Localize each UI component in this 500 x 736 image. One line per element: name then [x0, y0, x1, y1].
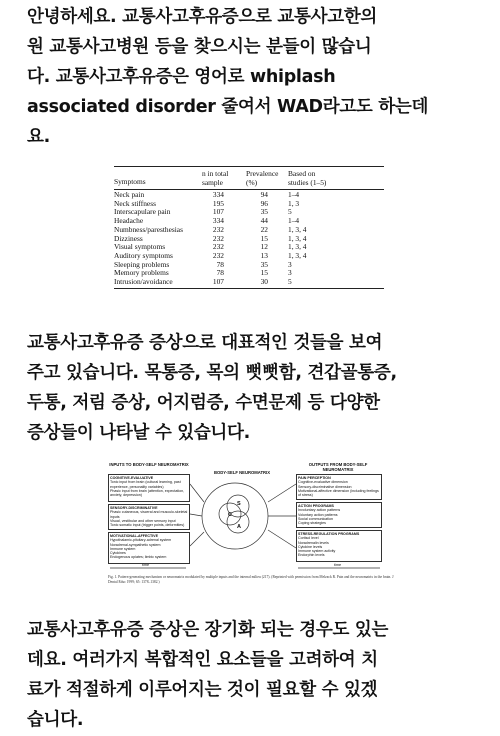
cell-prevalence: 35 [260, 207, 268, 217]
input-box-line: Phasic cutaneous, visceral and musculo-skeletal inputs [110, 510, 188, 519]
cell-symptom: Visual symptoms [114, 242, 166, 252]
text-line: 요. [27, 127, 50, 147]
cell-n-cell [202, 226, 246, 235]
output-box-line: Cortisol level [298, 536, 319, 541]
output-box-line: Coping strategies [298, 521, 326, 526]
text-line: 데요. 여러가지 복합적인 요소들을 고려하여 치 [27, 650, 378, 670]
output-box-line: Cytokine levels [298, 544, 323, 549]
cell-n: 232 [212, 250, 224, 260]
cell-n-cell [202, 252, 246, 261]
text-line: 주고 있습니다. 목통증, 목의 뻣뻣함, 견갑골통증, [27, 363, 397, 383]
header-studies [288, 169, 348, 187]
cell-n: 195 [212, 198, 224, 208]
circle-label-c: C [228, 512, 232, 518]
cell-symptom: Neck stiffness [114, 198, 156, 208]
cell-symptom: Intrusion/avoidance [114, 277, 173, 287]
table-top-rule [114, 166, 384, 167]
cell-n: 78 [216, 268, 224, 278]
cell-symptom: Headache [114, 216, 144, 226]
input-box-heading: SENSORY-DISCRIMINATIVE [110, 506, 158, 510]
cell-prevalence: 44 [260, 216, 268, 226]
cell-prevalence: 30 [260, 277, 268, 287]
cell-symptom: Neck pain [114, 190, 145, 199]
output-arrow [268, 484, 296, 502]
output-box-line: Voluntary action patterns [298, 512, 338, 517]
input-box-heading: COGNITIVE-EVALUATIVE [110, 476, 154, 480]
cell-prevalence-cell [246, 278, 288, 287]
cell-n-cell [202, 269, 246, 278]
input-box-line: Tonic input from brain (cultural learning, past experience, personality variables) [110, 480, 181, 489]
text-line: 두통, 저림 증상, 어지럼증, 수면문제 등 다양한 [27, 393, 380, 413]
cell-prevalence: 96 [260, 198, 268, 208]
header-studies-line1: Based on [288, 169, 316, 178]
cell-n: 334 [212, 190, 224, 199]
neuromatrix-circles [108, 462, 382, 574]
output-box-line: Immune system activity [298, 549, 336, 554]
input-arrow [190, 514, 202, 516]
cell-prevalence: 12 [260, 242, 268, 252]
table-row [114, 278, 384, 287]
header-n-line1: n in total [202, 169, 229, 178]
cell-n: 107 [212, 277, 224, 287]
symptoms-paragraph [27, 328, 477, 448]
input-box-line: Phasic input from brain (attention, expectation, anxiety, depression) [110, 488, 185, 498]
header-prev-line1: Prevalence [246, 169, 279, 178]
cell-studies: 3 [288, 259, 292, 269]
text-line: 다. 교통사고후유증은 영어로 whiplash [27, 67, 336, 87]
cell-n: 232 [212, 224, 224, 234]
output-box-heading: PAIN PERCEPTION [298, 476, 331, 480]
cell-n: 232 [212, 242, 224, 252]
text-line: associated disorder 줄여서 WAD라고도 하는데 [27, 97, 429, 117]
cell-symptom: Dizziness [114, 233, 143, 243]
cell-studies: 5 [288, 277, 292, 287]
table-row [114, 226, 384, 235]
time-label-right: time [334, 563, 342, 567]
cell-n-cell [202, 235, 246, 244]
cell-n-cell [202, 200, 246, 209]
cell-prevalence: 13 [260, 250, 268, 260]
input-arrow [190, 484, 204, 502]
cell-n: 107 [212, 207, 224, 217]
output-box-line: Involuntary action patterns [298, 508, 341, 513]
text-line: 원 교통사고병원 등을 찾으시는 분들이 많습니 [27, 37, 372, 57]
chronic-paragraph [27, 615, 477, 735]
header-prev-line2: (%) [246, 178, 258, 187]
cell-studies: 5 [288, 207, 292, 217]
circle-label-a: A [237, 524, 241, 530]
cell-symptom: Interscapulare pain [114, 207, 171, 217]
input-box-line: Noradrenal-sympathetic system [110, 542, 161, 547]
cell-n-cell [202, 208, 246, 217]
cell-studies: 1, 3, 4 [288, 224, 307, 234]
input-box-line: Cytokines [110, 551, 126, 556]
cell-n: 334 [212, 216, 224, 226]
neuromatrix-diagram [108, 462, 382, 574]
output-arrow [268, 530, 296, 548]
text-line: 안녕하세요. 교통사고후유증으로 교통사고한의 [27, 7, 378, 27]
table-header-rule [114, 189, 384, 190]
text-line: 교통사고후유증 증상으로 대표적인 것들을 보여 [27, 333, 383, 353]
text-line: 습니다. [27, 710, 84, 730]
output-box-line: Endorphin levels [298, 553, 325, 558]
cell-studies: 1–4 [288, 190, 300, 199]
cell-studies: 1, 3, 4 [288, 250, 307, 260]
cell-prevalence: 15 [260, 233, 268, 243]
input-box-line: Tonic somatic input (trigger points, deformities) [110, 523, 185, 528]
cell-n-cell [202, 191, 246, 200]
input-arrow [190, 532, 204, 546]
header-prevalence [246, 169, 288, 187]
table-header [114, 169, 384, 187]
cell-studies: 1, 3, 4 [288, 242, 307, 252]
header-symptoms: Symptoms [114, 177, 146, 186]
cell-studies: 3 [288, 268, 292, 278]
cell-studies: 1, 3 [288, 198, 300, 208]
text-line: 료가 적절하게 이루어지는 것이 필요할 수 있겠 [27, 680, 378, 700]
cell-symptom: Numbness/paresthesias [114, 224, 183, 234]
text-line: 교통사고후유증 증상은 장기화 되는 경우도 있는 [27, 620, 389, 640]
outputs-title: OUTPUTS FROM BODY-SELF NEUROMATRIX [308, 462, 368, 472]
figure-caption: Fig. 1. Pattern-generating mechanism or neuromatrix modulated by multiple inputs and the internal milieu (217). (Reprinted with permission from Melzack R. Pain and the neuromatrix in the brain. J Dental Educ 1999; 65: 1378–1382.) [108, 575, 394, 584]
input-box-heading: MOTIVATIONAL-AFFECTIVE [110, 534, 158, 538]
cell-n-cell [202, 217, 246, 226]
cell-n-cell [202, 261, 246, 270]
output-box-heading: ACTION PROGRAMS [298, 504, 334, 508]
cell-prevalence: 35 [260, 259, 268, 269]
cell-n-cell [202, 278, 246, 287]
output-box-line: Motivational-affective dimension (including feelings of stress) [298, 488, 379, 498]
cell-studies: 1–4 [288, 216, 300, 226]
cell-symptom: Auditory symptoms [114, 250, 173, 260]
center-title: BODY-SELF NEUROMATRIX [214, 470, 270, 475]
table-row [114, 208, 384, 217]
intro-paragraph [27, 2, 477, 152]
inputs-title: INPUTS TO BODY-SELF NEUROMATRIX [109, 462, 189, 467]
input-box-line: Hypothalamic-pituitary-adrenal system [110, 538, 172, 543]
table-bottom-rule [114, 288, 384, 289]
cell-prevalence: 22 [260, 224, 268, 234]
input-box-line: Endogenous opiates; limbic system [110, 555, 167, 560]
outer-circle [202, 483, 268, 549]
cell-prevalence: 15 [260, 268, 268, 278]
time-label-left: time [142, 563, 150, 567]
output-box-line: Sensory-discriminative dimension [298, 484, 352, 489]
input-box-line: Visual, vestibular and other sensory input [110, 518, 176, 523]
symptom-prevalence-table [114, 166, 384, 289]
output-box-line: Noradrenalin levels [298, 540, 329, 545]
cell-n: 78 [216, 259, 224, 269]
cell-n-cell [202, 243, 246, 252]
cell-symptom: Memory problems [114, 268, 169, 278]
cell-symptom: Sleeping problems [114, 259, 170, 269]
cell-studies: 1, 3, 4 [288, 233, 307, 243]
output-box-line: Social communication [298, 516, 333, 521]
text-line: 증상들이 나타날 수 있습니다. [27, 423, 250, 443]
output-box-line: Cognitive-evaluative dimension [298, 480, 348, 485]
output-box-heading: STRESS-REGULATION PROGRAMS [298, 532, 360, 536]
header-studies-line2: studies (1–5) [288, 178, 327, 187]
cell-n: 232 [212, 233, 224, 243]
header-n-line2: sample [202, 178, 223, 187]
table-body [114, 191, 384, 287]
input-box-line: Immune system [110, 546, 136, 551]
cell-prevalence: 94 [260, 190, 268, 199]
header-n [202, 169, 246, 187]
circle-label-s: S [237, 501, 241, 507]
